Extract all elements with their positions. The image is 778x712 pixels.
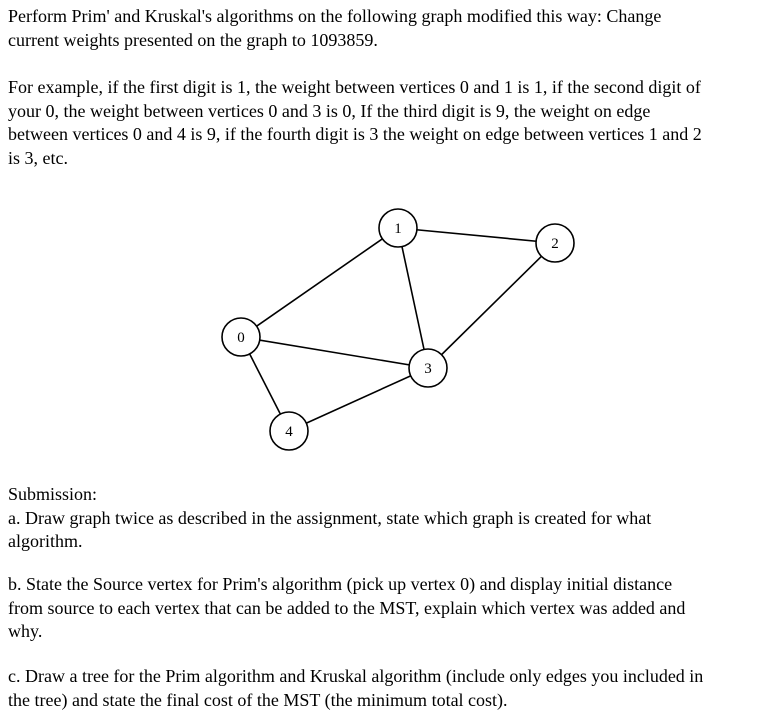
example-line-4: is 3, etc. <box>8 147 68 168</box>
vertex-2 <box>536 224 574 262</box>
intro-line-2: current weights presented on the graph to 1093859. <box>8 29 378 50</box>
vertex-2-label: 2 <box>551 236 559 252</box>
vertex-0-label: 0 <box>237 330 245 346</box>
part-c-line-1: c. Draw a tree for the Prim algorithm and Kruskal algorithm (include only edges you included in <box>8 666 704 686</box>
part-b-line-1: b. State the Source vertex for Prim's algorithm (pick up vertex 0) and display initial distance <box>8 574 673 594</box>
vertex-3-label: 3 <box>424 361 432 377</box>
submission-section <box>8 483 651 554</box>
part-a-line-2: algorithm. <box>8 531 83 551</box>
example-line-2: your 0, the weight between vertices 0 and 3 is 0, If the third digit is 9, the weight on edge <box>8 100 651 121</box>
edge-0-3 <box>241 337 428 368</box>
edge-4-3 <box>289 368 428 431</box>
vertex-4-label: 4 <box>285 424 293 440</box>
submission-heading: Submission: <box>8 484 98 504</box>
edge-1-3 <box>398 228 428 368</box>
vertex-0 <box>222 318 260 356</box>
vertex-1 <box>379 209 417 247</box>
vertex-3 <box>409 349 447 387</box>
part-c-paragraph <box>8 665 703 712</box>
part-b-line-3: why. <box>8 621 43 641</box>
edge-1-2 <box>398 228 555 243</box>
edge-0-1 <box>241 228 398 337</box>
example-line-1: For example, if the first digit is 1, the weight between vertices 0 and 1 is 1, if the second digit of <box>8 77 701 97</box>
part-b-paragraph <box>8 573 685 644</box>
example-line-3: between vertices 0 and 4 is 9, if the fourth digit is 3 the weight on edge between vertices 1 and 2 <box>8 124 702 144</box>
vertex-4 <box>270 412 308 450</box>
intro-line-1: Perform Prim' and Kruskal's algorithms on the following graph modified this way: Change <box>8 6 662 26</box>
part-b-line-2: from source to each vertex that can be added to the MST, explain which vertex was added and <box>8 597 686 618</box>
part-c-line-2: the tree) and state the final cost of the MST (the minimum total cost). <box>8 689 508 710</box>
edge-2-3 <box>428 243 555 368</box>
part-a-line-1: a. Draw graph twice as described in the assignment, state which graph is created for what <box>8 507 652 528</box>
vertex-1-label: 1 <box>394 221 402 237</box>
